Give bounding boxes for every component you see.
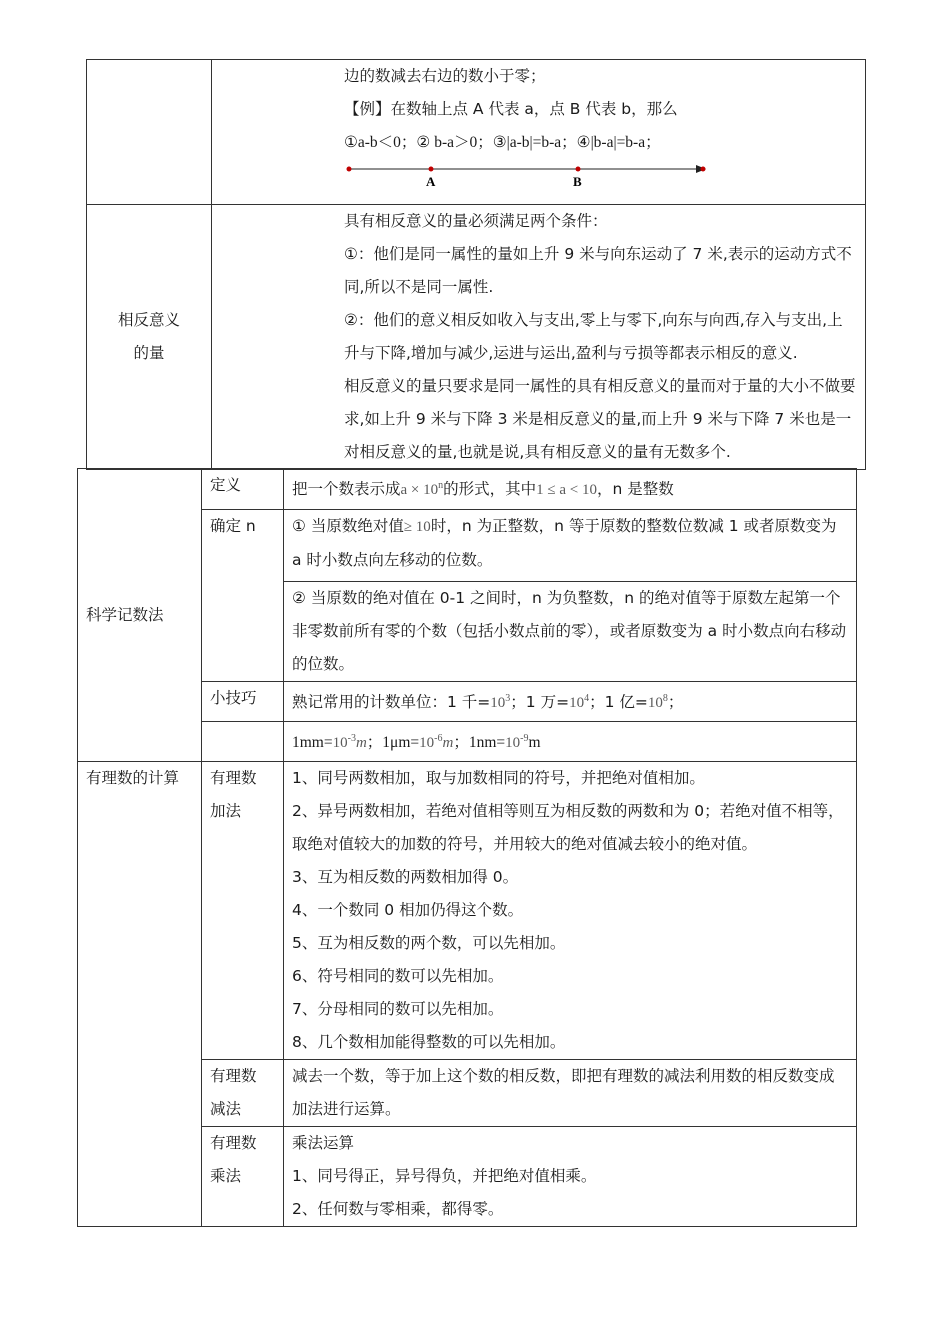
rule-item: 乘法运算 (292, 1134, 355, 1152)
empty-label-cell (87, 60, 212, 205)
axis-start-point (347, 167, 352, 172)
definition-text: 的形式，其中 (443, 480, 537, 498)
rule-item: 2、任何数与零相乘，都得零。 (292, 1200, 504, 1218)
comparison-line: 边的数减去右边的数小于零； (344, 67, 546, 85)
math-10-neg9: $10^{-9}$ (505, 733, 529, 751)
determine-n-label: 确定 n (202, 510, 284, 682)
rule-item: 7、分母相同的数可以先相加。 (292, 1000, 504, 1018)
math-10-neg3-m: $10^{-3}m$ (332, 733, 367, 751)
point-b-label: B (573, 174, 582, 189)
math-10-4: $10^4$ (569, 693, 590, 711)
determine-n-rule-2: ② 当原数的绝对值在 0-1 之间时，n 为负整数，n 的绝对值等于原数左起第一个非零数前所有零的个数（包括小数点前的零），或者原数变为 a 时小数点向右移动的位数。 (284, 582, 857, 682)
addition-label: 有理数 加法 (202, 762, 284, 1060)
paragraph: 相反意义的量只要求是同一属性的具有相反意义的量而对于量的大小不做要求,如上升 9 米与下降 3 米是相反意义的量,而上升 9 米与下降 7 米也是一对相反意义的量,也就是说,具有相反意义的量有无数多个. (344, 377, 856, 461)
rule-item: 4、一个数同 0 相加仍得这个数。 (292, 901, 524, 919)
rule-item: 2、异号两数相加，若绝对值相等则互为相反数的两数和为 0；若绝对值不相等，取绝对值较大的加数的符号，并用较大的绝对值减去较小的绝对值。 (292, 802, 844, 853)
point-a (429, 167, 434, 172)
paragraph: ②：他们的意义相反如收入与支出,零上与零下,向东与向西,存入与支出,上升与下降,增加与减少,运进与运出,盈利与亏损等都表示相反的意义. (344, 311, 843, 362)
math-10-3: $10^3$ (490, 693, 511, 711)
comparison-content (212, 60, 866, 205)
math-a-times-10n: $a \times 10^n$ (400, 480, 444, 498)
concept-table-bottom (77, 468, 857, 1227)
rule-item: 1、同号两数相加，取与加数相同的符号，并把绝对值相加。 (292, 769, 705, 787)
label-line-1: 相反意义 (117, 311, 180, 329)
opposite-quantity-label (87, 205, 212, 470)
label-line-2: 的量 (133, 344, 165, 362)
axis-end-point (701, 167, 706, 172)
paragraph: ①：他们是同一属性的量如上升 9 米与向东运动了 7 米,表示的运动方式不同,所以不是同一属性. (344, 245, 852, 296)
sci-notation-label: 科学记数法 (78, 469, 202, 762)
multiplication-label: 有理数 乘法 (202, 1127, 284, 1227)
empty-cell (202, 722, 284, 762)
paragraph: 具有相反意义的量必须满足两个条件： (344, 212, 608, 230)
opposite-quantity-content (212, 205, 866, 470)
tips-content: 熟记常用的计数单位：1 千$=10^3$；1 万$=10^4$；1 亿$=10^8$； (284, 682, 857, 722)
definition-label: 定义 (202, 469, 284, 510)
determine-n-rule-1: ① 当原数绝对值≥ 10时，n 为正整数，n 等于原数的整数位数减 1 或者原数变为 a 时小数点向左移动的位数。 (284, 510, 857, 582)
number-line-svg (344, 159, 724, 193)
rule-item: 1、同号得正，异号得负，并把绝对值相乘。 (292, 1167, 597, 1185)
multiplication-rules (284, 1127, 857, 1227)
point-a-label: A (426, 174, 436, 189)
subtraction-rule: 减去一个数，等于加上这个数的相反数，即把有理数的减法利用数的相反数变成加法进行运算。 (284, 1060, 857, 1127)
math-10-neg6-m: $10^{-6}m$ (419, 733, 454, 751)
math-range: 1 ≤ a < 10 (536, 482, 598, 498)
options-line: ①a-b＜0；② b-a＞0；③|a-b|=b-a；④|b-a|=b-a； (344, 134, 661, 151)
tips-label: 小技巧 (202, 682, 284, 722)
definition-content (284, 469, 857, 510)
point-b (576, 167, 581, 172)
rational-calc-label: 有理数的计算 (78, 762, 202, 1227)
units-content: $1mm=10^{-3}m$；$1\mu m=10^{-6}m$；$1nm=10^{-9}m$ (284, 722, 857, 762)
math-10-8: $10^8$ (647, 693, 668, 711)
concept-table-top (86, 59, 866, 470)
math-ge-10: ≥ 10 (403, 519, 431, 535)
addition-rules (284, 762, 857, 1060)
definition-text: 把一个数表示成 (292, 480, 401, 498)
definition-text: ，n 是整数 (597, 480, 674, 498)
rule-item: 6、符号相同的数可以先相加。 (292, 967, 504, 985)
rule-item: 3、互为相反数的两数相加得 0。 (292, 868, 519, 886)
subtraction-label: 有理数 减法 (202, 1060, 284, 1127)
number-line (344, 159, 859, 193)
example-line: 【例】在数轴上点 A 代表 a，点 B 代表 b，那么 (344, 100, 678, 118)
rule-item: 5、互为相反数的两个数，可以先相加。 (292, 934, 566, 952)
rule-item: 8、几个数相加能得整数的可以先相加。 (292, 1033, 566, 1051)
